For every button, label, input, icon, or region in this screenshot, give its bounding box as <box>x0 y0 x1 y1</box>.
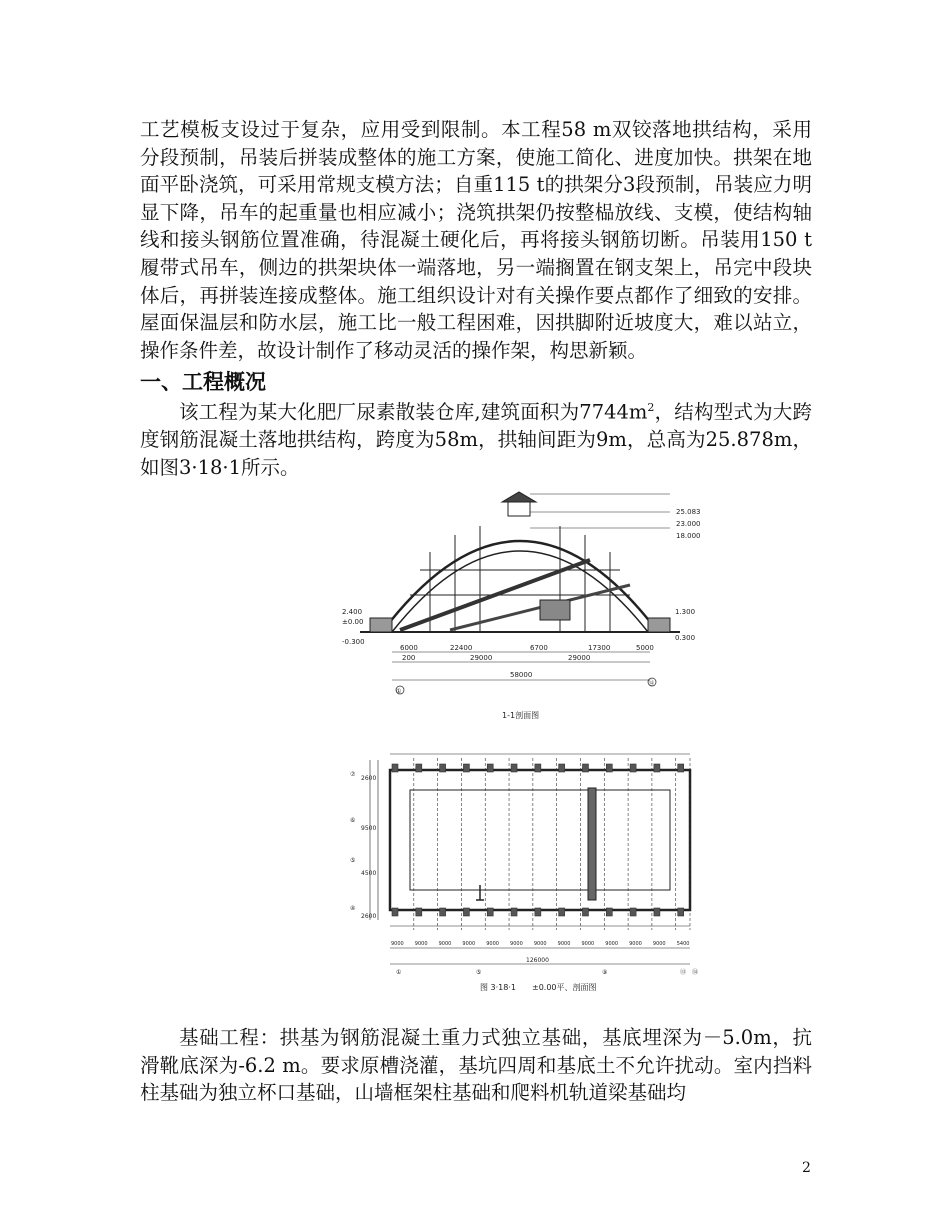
overview-text-b: ，结构型式为大跨度钢筋混凝土落地拱结构，跨度为58m，拱轴间距为9m，总高为25.878m，如图3·18·1所示。 <box>140 400 812 479</box>
elev-top: 25.083 <box>676 508 701 516</box>
plan-column <box>511 764 517 772</box>
page-number: 2 <box>802 1160 811 1176</box>
plan-column <box>392 908 398 916</box>
plan-side-dim: 2600 <box>361 913 377 920</box>
plan-axis-bottom: ⑤ <box>476 969 482 976</box>
lantern-cap <box>502 492 536 502</box>
plan-column <box>678 908 684 916</box>
plan-side-dim: 4500 <box>361 870 377 877</box>
plan-bay-dim: 9000 <box>533 941 547 947</box>
elev-low: 18.000 <box>676 532 701 540</box>
plan-bay-dim: 9000 <box>629 941 642 947</box>
plan-inner <box>410 790 670 890</box>
foundation-paragraph: 基础工程：拱基为钢筋混凝土重力式独立基础，基底埋深为－5.0m，抗滑靴底深为-6.2 m。要求原槽浇灌，基坑四周和基底土不允许扰动。室内挡料柱基础为独立杯口基础，山墙框架柱基础和爬料机轨道梁基础均 <box>140 1026 812 1105</box>
plan-axis-left: ⑥ <box>350 817 356 824</box>
plan-column <box>392 764 398 772</box>
elev-mid: 23.000 <box>676 520 701 528</box>
section-drawing <box>360 492 680 694</box>
plan-drawing <box>370 754 690 964</box>
plan-bay-dim: 9000 <box>581 941 595 947</box>
plan-axis-bottom: ⑨ <box>602 969 608 976</box>
plan-column <box>678 764 684 772</box>
plan-column <box>559 908 565 916</box>
dim-mid: 29000 <box>568 654 591 662</box>
elev-right-a: 1.300 <box>675 608 696 616</box>
plan-column <box>440 764 446 772</box>
plan-axis-bottom: ⑭ <box>692 969 699 976</box>
plan-column <box>487 908 493 916</box>
figure-drawing <box>330 490 710 1000</box>
plan-total: 126000 <box>526 957 549 964</box>
plan-caption: 图 3·18·1 ±0.00平、剖面图 <box>480 983 597 992</box>
plan-column <box>463 764 469 772</box>
elev-left-c: -0.300 <box>342 638 365 646</box>
plan-column <box>606 908 612 916</box>
plan-bay-dim: 9000 <box>605 941 619 947</box>
intro-paragraph: 工艺模板支设过于复杂，应用受到限制。本工程58 m双铰落地拱结构，采用分段预制，吊装后拼装成整体的施工方案，使施工简化、进度加快。拱架在地面平卧浇筑，可采用常规支模方法；自重115 t的拱架分3段预制，吊装应力明显下降，吊车的起重量也相应减小；浇筑拱架仍按整榀放线、支模，使结构轴线和接头钢筋位置准确，待混凝土硬化后，再将接头钢筋切断。吊装用150 t履带式吊车，侧边的拱架块体一端落地，另一端搁置在钢支架上，吊完中段块体后，再拼装连接成整体。施工组织设计对有关操作要点都作了细致的安排。屋面保温层和防水层，施工比一般工程困难，因拱脚附近坡度大，难以站立，操作条件差，故设计制作了移动灵活的操作架，构思新颖。 <box>140 118 812 362</box>
conveyor <box>588 788 596 900</box>
plan-column <box>559 764 565 772</box>
plan-side-dim: 9500 <box>361 825 377 832</box>
dim-mid: 200 <box>402 654 416 662</box>
plan-column <box>440 908 446 916</box>
plan-column <box>511 908 517 916</box>
dim-top: 22400 <box>450 644 473 652</box>
dim-top: 17300 <box>588 644 611 652</box>
plan-labels <box>350 771 698 992</box>
plan-bay-dim: 5400 <box>676 941 690 947</box>
plan-bay-dim: 9000 <box>462 941 476 947</box>
section-heading: 一、工程概况 <box>140 370 266 394</box>
plan-axis-left: ⑤ <box>350 857 356 864</box>
section-caption: 1-1剖面图 <box>502 711 540 720</box>
plan-column <box>582 908 588 916</box>
plan-column <box>582 764 588 772</box>
plan-column <box>654 764 660 772</box>
plan-bay-dim: 9000 <box>652 941 666 947</box>
plan-column <box>654 908 660 916</box>
dim-top: 6000 <box>400 644 418 652</box>
plan-column <box>535 908 541 916</box>
plan-bay-dim: 9000 <box>510 941 523 947</box>
plan-outline <box>390 770 690 910</box>
plan-column <box>416 908 422 916</box>
plan-column <box>463 908 469 916</box>
axis-right: ⑭ <box>648 680 655 687</box>
elev-left-a: 2.400 <box>342 608 363 616</box>
plan-bay-dim: 9000 <box>391 941 404 947</box>
dim-top: 6700 <box>530 644 548 652</box>
dim-total: 58000 <box>510 671 533 679</box>
dim-mid: 29000 <box>470 654 493 662</box>
elev-right-b: 0.300 <box>675 634 696 642</box>
plan-grid <box>392 758 690 930</box>
plan-bay-dim: 9000 <box>438 941 452 947</box>
plan-side-dim: 2600 <box>361 775 377 782</box>
plan-column <box>606 764 612 772</box>
overview-text-a: 该工程为某大化肥厂尿素散装仓库,建筑面积为7744m <box>179 400 648 424</box>
plan-bay-dim: 9000 <box>414 941 428 947</box>
plan-axis-left: ⑦ <box>350 771 356 778</box>
plan-axis-left: ④ <box>350 905 356 912</box>
overview-paragraph <box>140 394 812 481</box>
plan-axis-bottom: ⑬ <box>680 969 687 976</box>
plan-bay-dim: 9000 <box>557 941 571 947</box>
plan-bay-dim: 9000 <box>486 941 499 947</box>
plan-column <box>630 764 636 772</box>
plan-column <box>630 908 636 916</box>
elev-left-b: ±0.00 <box>342 618 364 626</box>
plan-column <box>487 764 493 772</box>
figure-3-18-1 <box>330 490 710 1000</box>
axis-left: ① <box>396 688 402 695</box>
dim-top: 5000 <box>636 644 654 652</box>
area-superscript: 2 <box>647 401 655 414</box>
plan-column <box>535 764 541 772</box>
plan-axis-bottom: ① <box>396 969 402 976</box>
plan-column <box>416 764 422 772</box>
